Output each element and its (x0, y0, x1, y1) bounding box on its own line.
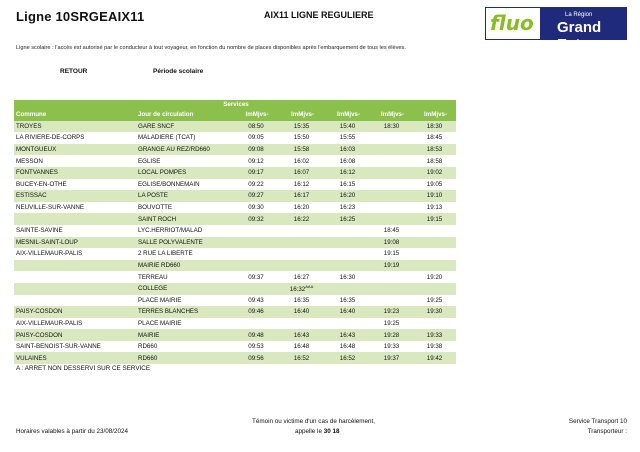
harassment-number: 30 18 (323, 428, 340, 435)
fluo-logo-text: fluo (490, 11, 534, 35)
commune-cell: NEUVILLE-SUR-VANNE (16, 204, 84, 212)
stop-cell: MALADIERE (TCAT) (138, 134, 196, 142)
stop-cell: GARE SNCF (136, 121, 234, 133)
time-cell (370, 202, 413, 214)
time-cell (413, 225, 456, 237)
time-cell: 19:15 (413, 213, 456, 225)
timetable-row (14, 202, 456, 214)
stop-cell: TERRES BLANCHES (136, 306, 234, 318)
time-cell: 16:07 (278, 167, 325, 179)
time-cell: 15:58 (278, 144, 325, 156)
time-cell: 19:02 (413, 167, 456, 179)
timetable (14, 100, 456, 364)
time-cell: 15:40 (325, 121, 370, 133)
time-cell: 19:30 (413, 306, 456, 318)
harassment-notice: Témoin ou victime d'un cas de harcèlement, (252, 418, 376, 425)
time-cell: 16:52 (325, 352, 370, 364)
stop-cell: MAIRIE RD660 (136, 260, 234, 272)
time-cell (325, 260, 370, 272)
time-cell: 09:46 (234, 306, 278, 318)
timetable-row (14, 190, 456, 202)
service-days: lmMjvs- (278, 109, 325, 121)
time-cell: 09:32 (234, 213, 278, 225)
time-cell: 18:30 (370, 121, 413, 133)
harassment-call-text: appelle le (295, 428, 322, 435)
time-cell (370, 179, 413, 191)
column-header-row (14, 109, 456, 121)
commune-cell: LA RIVIERE-DE-CORPS (16, 134, 85, 142)
time-cell: 16:40 (325, 306, 370, 318)
time-cell: 18:45 (426, 134, 443, 142)
time-cell: 16:30 (339, 273, 356, 281)
time-cell (234, 225, 278, 237)
fluo-grand-est-logo (485, 7, 627, 53)
time-cell: 19:33 (413, 329, 456, 341)
timetable-row (14, 352, 456, 364)
time-cell: 19:13 (426, 204, 443, 212)
time-cell: 09:43 (248, 296, 264, 304)
time-cell: 15:55 (339, 134, 356, 142)
timetable-row (14, 179, 456, 191)
carrier-label: Transporteur : (587, 428, 627, 435)
timetable-row (14, 237, 456, 249)
stop-cell: RD660 (138, 343, 158, 351)
time-cell: 09:56 (234, 352, 278, 364)
timetable-row (14, 155, 456, 167)
stop-cell: SALLE POLYVALENTE (136, 237, 234, 249)
time-cell: 16:27 (293, 273, 310, 281)
time-cell: 19:38 (426, 343, 443, 351)
time-cell: 09:17 (234, 167, 278, 179)
stop-cell: PLACE MAIRIE (138, 296, 182, 304)
time-cell: 19:25 (383, 319, 400, 327)
time-cell (370, 190, 413, 202)
region-label: La Région (565, 12, 593, 18)
timetable-row (14, 121, 456, 133)
services-header-row (14, 100, 456, 109)
time-cell: 19:20 (426, 273, 443, 281)
timetable-row (14, 341, 456, 353)
time-cell: 18:53 (413, 144, 456, 156)
time-cell: 16:20 (293, 204, 310, 212)
time-cell: 16:20 (325, 190, 370, 202)
commune-cell: ESTISSAC (14, 190, 136, 202)
harassment-call (295, 428, 339, 435)
time-cell (370, 144, 413, 156)
time-cell (370, 155, 413, 167)
time-cell (370, 132, 413, 144)
time-cell: 19:25 (426, 296, 443, 304)
time-cell: 09:08 (234, 144, 278, 156)
time-cell: 19:33 (383, 343, 400, 351)
time-cell: 19:42 (413, 352, 456, 364)
stop-cell: EGLISE/BONNEMAIN (138, 180, 200, 188)
time-cell (278, 260, 325, 272)
time-cell (325, 237, 370, 249)
timetable-row (14, 283, 456, 295)
stop-cell: SAINT ROCH (136, 213, 234, 225)
time-cell: 16:52 (278, 352, 325, 364)
time-cell: 16:25 (325, 213, 370, 225)
timetable-row (14, 167, 456, 179)
time-cell: 09:27 (234, 190, 278, 202)
time-cell: 16:03 (325, 144, 370, 156)
stop-cell: PLACE MAIRIE (138, 319, 182, 327)
timetable-row (14, 225, 456, 237)
service-days: lmMjvs- (370, 109, 413, 121)
school-line-notice: Ligne scolaire : l'accès est autorisé par le conducteur à tout voyageur, en fonction du nombre de places disponibles après l'embarquement de tous les élèves. (16, 45, 406, 51)
commune-cell (14, 213, 136, 225)
time-cell (413, 248, 456, 260)
time-cell: 16:35 (293, 296, 310, 304)
timetable-row (14, 318, 456, 330)
commune-cell (14, 260, 136, 272)
time-cell: 16:43 (325, 329, 370, 341)
validity-date: Horaires valables à partir du 23/08/2024 (16, 428, 129, 435)
time-cell (325, 318, 370, 330)
time-cell (278, 248, 325, 260)
timetable-row (14, 271, 456, 283)
commune-cell: PAISY-COSDON (14, 306, 136, 318)
direction-label: RETOUR (60, 68, 88, 75)
time-cell (370, 295, 413, 307)
time-cell (278, 318, 325, 330)
time-cell: 16:35 (339, 296, 356, 304)
legend: A : ARRET NON DESSERVI SUR CE SERVICE (16, 365, 151, 372)
time-cell: 09:48 (234, 329, 278, 341)
time-cell: 18:30 (413, 121, 456, 133)
commune-cell: MESNIL-SAINT-LOUP (14, 237, 136, 249)
commune-cell (14, 295, 136, 307)
time-cell: 19:19 (370, 260, 413, 272)
time-cell (370, 271, 413, 283)
time-cell: 18:45 (383, 227, 400, 235)
time-cell: 16:15 (339, 180, 356, 188)
time-cell: 16:12 (325, 167, 370, 179)
time-cell: 16:12 (293, 180, 310, 188)
commune-header: Commune (14, 109, 136, 121)
time-cell: 19:37 (370, 352, 413, 364)
commune-cell: AIX-VILLEMAUR-PALIS (16, 319, 83, 327)
timetable-row (14, 260, 456, 272)
time-cell (234, 248, 278, 260)
service-days: lmMjvs- (325, 109, 370, 121)
stop-cell: RD660 (136, 352, 234, 364)
stop-cell: EGLISE (138, 157, 161, 165)
service-days: lmMjvs- (413, 109, 456, 121)
time-cell: 16:08 (339, 157, 356, 165)
commune-cell: TROYES (14, 121, 136, 133)
time-cell (234, 283, 278, 295)
timetable-row (14, 329, 456, 341)
timetable-row (14, 144, 456, 156)
time-cell (278, 237, 325, 249)
commune-cell: AIX-VILLEMAUR-PALIS (16, 250, 83, 258)
time-cell: 08:50 (234, 121, 278, 133)
commune-cell (14, 271, 136, 283)
commune-cell: PAISY-COSDON (14, 329, 136, 341)
commune-cell: VULAINES (14, 352, 136, 364)
time-cell: 19:23 (370, 306, 413, 318)
timetable-row (14, 132, 456, 144)
timetable-row (14, 213, 456, 225)
service-label: Service Transport 10 (568, 418, 627, 425)
time-cell: 16:17 (278, 190, 325, 202)
time-cell: 16:23 (339, 204, 356, 212)
time-cell: 09:53 (248, 343, 264, 351)
time-cell: 19:05 (426, 180, 443, 188)
time-cell (413, 318, 456, 330)
time-cell: 09:12 (248, 157, 264, 165)
time-cell (278, 225, 325, 237)
time-cell: 19:15 (383, 250, 400, 258)
time-cell: 15:35 (278, 121, 325, 133)
time-cell: 09:37 (248, 273, 264, 281)
time-cell (234, 237, 278, 249)
region-name: Grand Est (557, 19, 602, 53)
time-cell: 16:43 (278, 329, 325, 341)
time-cell: 16:48 (293, 343, 310, 351)
time-cell: 16:22 (278, 213, 325, 225)
timetable-row (14, 306, 456, 318)
time-cell: 19:28 (370, 329, 413, 341)
time-cell (370, 283, 413, 295)
stop-cell: GRANGE AU REZ/RD660 (136, 144, 234, 156)
commune-cell: MESSON (16, 157, 43, 165)
time-cell: 16:48 (339, 343, 356, 351)
time-cell: 19:10 (413, 190, 456, 202)
time-cell (325, 248, 370, 260)
timetable-row (14, 248, 456, 260)
stop-cell: LYC.HERRIOT/MALAD (138, 227, 203, 235)
stop-cell: TERREAU (138, 273, 168, 281)
time-cell (413, 283, 456, 295)
stop-cell: LOCAL POMPES (136, 167, 234, 179)
commune-cell: FONTVANNES (14, 167, 136, 179)
timetable-row (14, 295, 456, 307)
time-cell: 09:22 (248, 180, 264, 188)
period-label: Période scolaire (153, 68, 204, 75)
time-cell (234, 318, 278, 330)
time-cell: 09:30 (248, 204, 264, 212)
time-cell: 15:50 (293, 134, 310, 142)
time-cell (413, 237, 456, 249)
service-title: AIX11 LIGNE REGULIERE (264, 10, 374, 20)
time-cell: 19:08 (370, 237, 413, 249)
time-cell (413, 260, 456, 272)
commune-cell (14, 283, 136, 295)
services-header: Services (14, 100, 456, 109)
time-cell (370, 213, 413, 225)
service-days: lmMjvs- (234, 109, 278, 121)
time-cell: 16:40 (278, 306, 325, 318)
time-cell: 09:05 (248, 134, 264, 142)
stop-cell: 2 RUE LA LIBERTE (138, 250, 193, 258)
commune-cell: BUCEY-EN-OTHE (16, 180, 67, 188)
time-cell (370, 167, 413, 179)
time-cell (234, 260, 278, 272)
stop-cell: BOUVOTTE (138, 204, 173, 212)
time-cell: 16:02 (293, 157, 310, 165)
time-cell (325, 283, 370, 295)
stop-cell: COLLEGE (136, 283, 234, 295)
time-cell: 18:58 (426, 157, 443, 165)
stop-cell: MAIRIE (136, 329, 234, 341)
commune-cell: SAINT-BENOIST-SUR-VANNE (16, 343, 101, 351)
time-cell: $16:32^{AAA}$ (278, 283, 325, 295)
commune-cell: MONTGUEUX (14, 144, 136, 156)
fluo-logo-box (485, 7, 541, 40)
stop-cell: LA POSTE (136, 190, 234, 202)
days-header: Jour de circulation (136, 109, 234, 121)
commune-cell: SAINTE-SAVINE (16, 227, 63, 235)
line-title: Ligne 10SRGEAIX11 (16, 9, 145, 24)
time-cell (325, 225, 370, 237)
